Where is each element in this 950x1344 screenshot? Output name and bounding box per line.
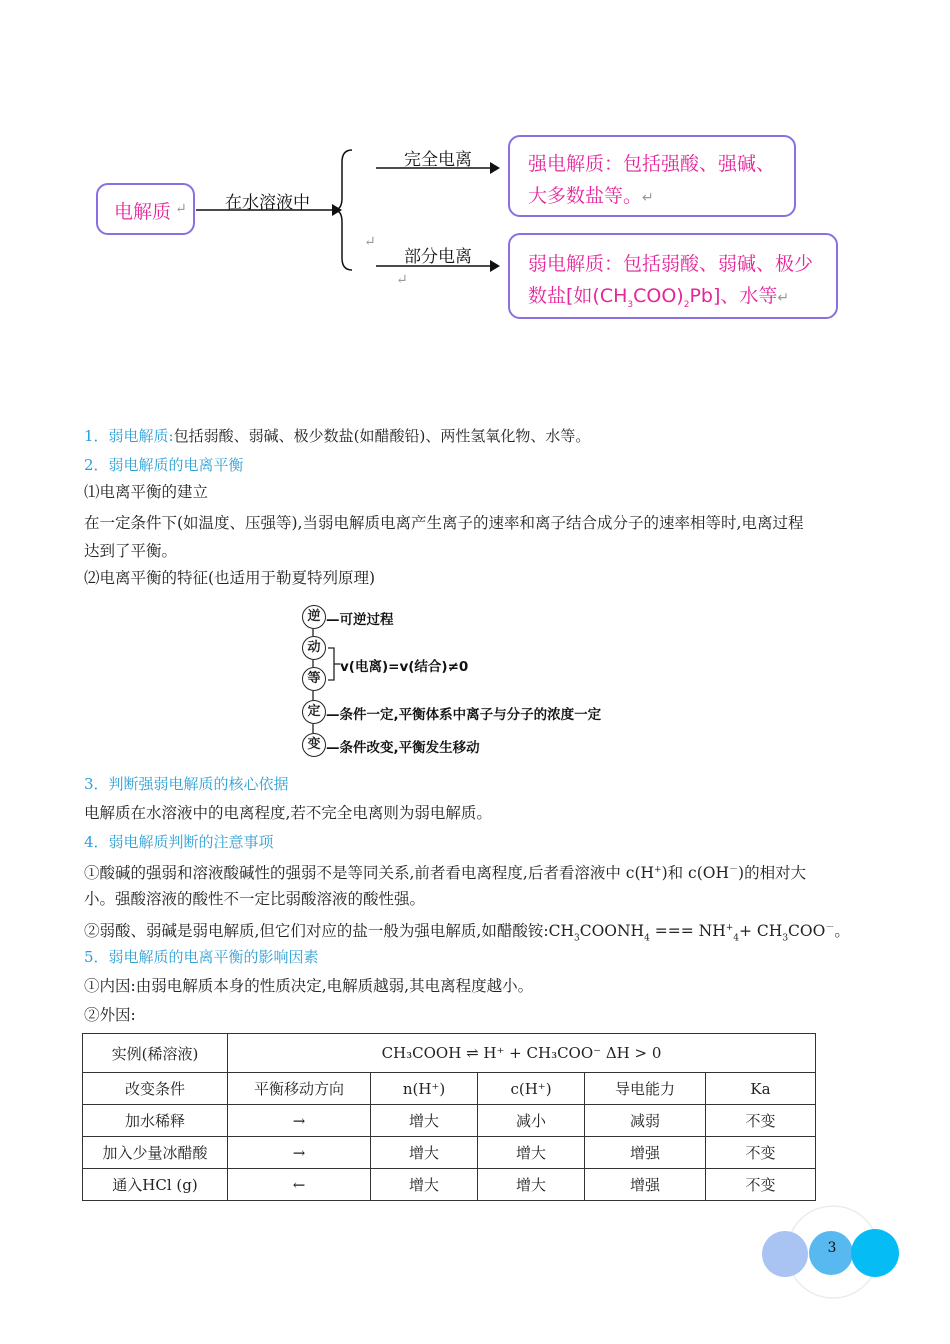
section-4-text3: ②弱酸、弱碱是弱电解质,但它们对应的盐一般为强电解质,如醋酸铵$:CH_3COONH_4$ === $NH^+_4+ CH_3COO^-$。 — [84, 922, 850, 944]
table-cell: → — [228, 1105, 371, 1137]
section-4-text2: 小。强酸溶液的酸性不一定比弱酸溶液的酸性强。 — [84, 890, 426, 908]
table-cell: 增大 — [478, 1137, 585, 1169]
table-cell: 增强 — [585, 1137, 706, 1169]
brace — [334, 150, 352, 270]
table-cell: 不变 — [706, 1137, 816, 1169]
partial-ionization-label: 部分电离 — [404, 247, 472, 267]
table-header: c(H⁺) — [478, 1073, 585, 1105]
text-part: COONH — [579, 922, 645, 941]
weak-line2-part: Pb]、水等 — [689, 285, 778, 307]
electrolyte-label: 电解质 — [114, 201, 172, 223]
feature-circle: 变 — [302, 733, 326, 757]
weak-electrolyte-line2 — [528, 281, 789, 310]
text-part: )和 c(OH — [661, 864, 730, 883]
text-part: === — [654, 922, 694, 941]
section-5-title: 5．弱电解质的电离平衡的影响因素 — [84, 948, 319, 966]
strong-electrolyte-line1: 强电解质：包括强酸、强碱、 — [528, 153, 776, 175]
section-3-title: 3．判断强弱电解质的核心依据 — [84, 775, 289, 793]
return-mark: ↵ — [364, 234, 376, 250]
return-mark: ↵ — [396, 272, 408, 288]
table-cell: 减小 — [478, 1105, 585, 1137]
table-cell: 增大 — [371, 1169, 478, 1201]
table-cell: 增强 — [585, 1169, 706, 1201]
weak-electrolyte-box — [508, 233, 838, 319]
table-row — [83, 1169, 816, 1201]
strong-electrolyte-line2: 大多数盐等。 — [528, 185, 643, 207]
text-part: NH — [698, 922, 726, 941]
table-row — [83, 1034, 816, 1073]
table-cell: 减弱 — [585, 1105, 706, 1137]
section-4-title: 4．弱电解质判断的注意事项 — [84, 833, 274, 851]
table-cell: 不变 — [706, 1105, 816, 1137]
text-part: ①酸碱的强弱和溶液酸碱性的强弱不是等同关系,前者看电离程度,后者看溶液中 c(H — [84, 864, 655, 883]
complete-arrow-head — [490, 162, 500, 174]
feature-circle: 逆 — [302, 605, 326, 629]
feature-text: —可逆过程 — [326, 612, 394, 628]
page-number: 3 — [827, 1240, 837, 1256]
section-5-text2: ②外因: — [84, 1006, 136, 1024]
table-header: n(H⁺) — [371, 1073, 478, 1105]
section-2-title: 2．弱电解质的电离平衡 — [84, 456, 244, 474]
feature-circle: 定 — [302, 700, 326, 724]
section-2-text1: 在一定条件下(如温度、压强等),当弱电解质电离产生离子的速率和离子结合成分子的速率相等时,电离过程 — [84, 514, 804, 532]
section-2-text2: 达到了平衡。 — [84, 542, 178, 560]
condition-label: 在水溶液中 — [225, 193, 310, 213]
text-part: COO — [788, 922, 826, 941]
table-row — [83, 1105, 816, 1137]
table-row — [83, 1137, 816, 1169]
weak-electrolyte-line1: 弱电解质：包括弱酸、弱碱、极少 — [528, 253, 814, 275]
table-row — [83, 1073, 816, 1105]
feature-text: —条件一定,平衡体系中离子与分子的浓度一定 — [326, 707, 602, 723]
weak-line2-part: 数盐[如(CH — [528, 285, 628, 307]
text-part: ②弱酸、弱碱是弱电解质,但它们对应的盐一般为强电解质,如醋酸铵:CH — [84, 922, 574, 941]
subscript: 2 — [683, 299, 690, 310]
feature-circle: 动 — [302, 636, 326, 660]
section-2-sub2: ⑵电离平衡的特征(也适用于勒夏特列原理) — [84, 569, 376, 587]
return-mark: ↵ — [777, 290, 790, 306]
table-cell: 增大 — [371, 1137, 478, 1169]
return-mark: ↵ — [642, 190, 654, 206]
table-cell: 实例(稀溶液) — [83, 1034, 228, 1073]
table-cell: 增大 — [371, 1105, 478, 1137]
table-header: 平衡移动方向 — [228, 1073, 371, 1105]
section-4-text1: ①酸碱的强弱和溶液酸碱性的强弱不是等同关系,前者看电离程度,后者看溶液中 c(H+)和 c(OH－)的相对大 — [84, 864, 807, 883]
feature-circle: 等 — [302, 667, 326, 691]
table-header: 改变条件 — [83, 1073, 228, 1105]
section-5-text1: ①内因:由弱电解质本身的性质决定,电解质越弱,其电离程度越小。 — [84, 977, 534, 995]
table-cell: → — [228, 1137, 371, 1169]
section-1-text: 包括弱酸、弱碱、极少数盐(如醋酸铅)、两性氢氧化物、水等。 — [173, 427, 591, 445]
weak-line2-part: COO) — [633, 285, 684, 307]
section-1 — [84, 425, 590, 446]
text-part: 。 — [834, 922, 850, 941]
influence-table — [82, 1033, 816, 1201]
table-header: Ka — [706, 1073, 816, 1105]
strong-electrolyte-box — [508, 135, 796, 217]
section-3-text: 电解质在水溶液中的电离程度,若不完全电离则为弱电解质。 — [84, 804, 492, 822]
complete-ionization-label: 完全电离 — [404, 150, 472, 170]
partial-arrow-head — [490, 260, 500, 272]
subscript: 3 — [627, 299, 634, 310]
table-cell: 不变 — [706, 1169, 816, 1201]
section-1-title: 1．弱电解质: — [84, 427, 174, 445]
section-2-sub1: ⑴电离平衡的建立 — [84, 483, 209, 501]
text-part: + CH — [739, 922, 783, 941]
return-mark: ↵ — [175, 201, 187, 217]
table-cell: 加入少量冰醋酸 — [83, 1137, 228, 1169]
table-cell: CH₃COOH ⇌ H⁺ + CH₃COO⁻ ΔH > 0 — [228, 1034, 816, 1073]
table-cell: 增大 — [478, 1169, 585, 1201]
text-part: )的相对大 — [738, 864, 807, 883]
feature-brace-text: v(电离)=v(结合)≠0 — [340, 659, 469, 675]
table-header: 导电能力 — [585, 1073, 706, 1105]
table-cell: ← — [228, 1169, 371, 1201]
table-cell: 加水稀释 — [83, 1105, 228, 1137]
table-cell: 通入HCl (g) — [83, 1169, 228, 1201]
feature-text: —条件改变,平衡发生移动 — [326, 740, 480, 756]
